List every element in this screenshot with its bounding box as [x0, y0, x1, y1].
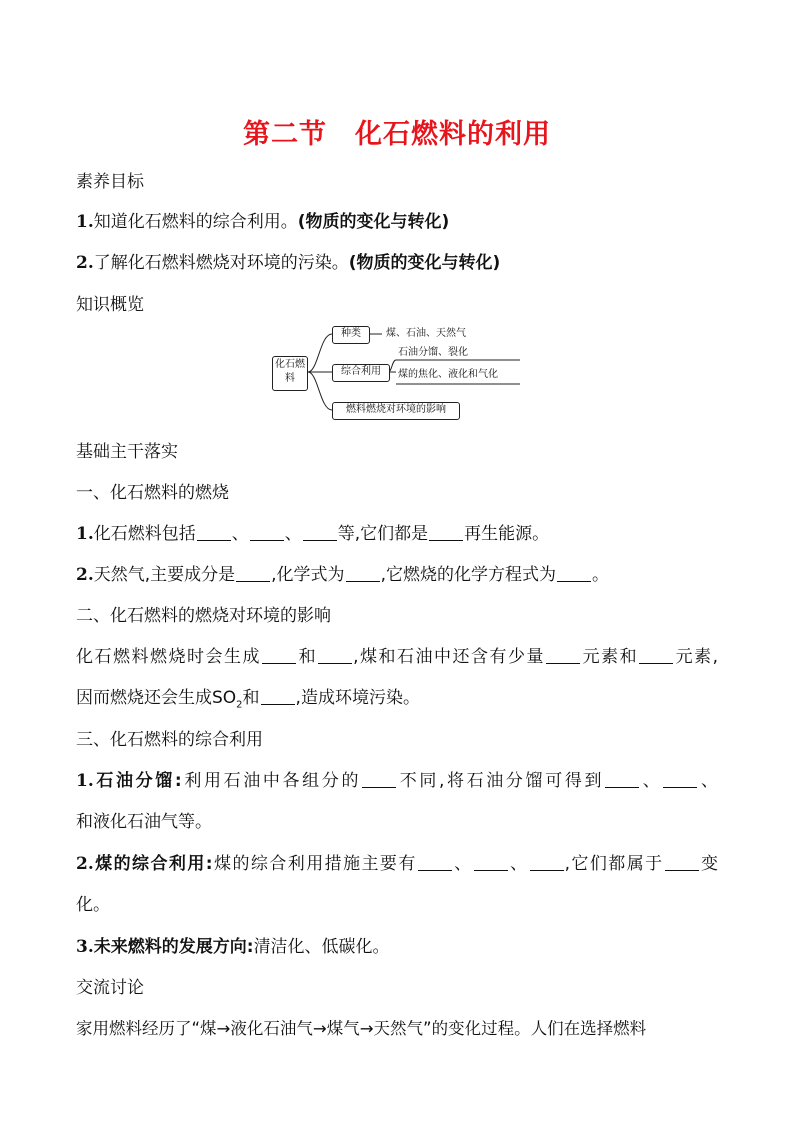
item-label: 石油分馏:	[93, 771, 182, 791]
fill-blank[interactable]	[429, 524, 463, 541]
goal-text: 了解化石燃料燃烧对环境的污染。	[93, 253, 349, 273]
goal-tag: (物质的变化与转化)	[348, 253, 501, 273]
text-segment: 和	[242, 688, 260, 708]
text-segment: 再生能源。	[464, 524, 550, 544]
goal-num: 1.	[76, 212, 94, 232]
section-3-item-2-cont: 化。	[76, 895, 110, 915]
text-segment: 不同,将石油分馏可得到	[397, 771, 605, 791]
section-2-line-2	[76, 686, 420, 717]
section-3-item-2	[76, 852, 718, 876]
section-3-item-1	[76, 769, 718, 793]
map-branch-kinds: 种类	[332, 326, 370, 344]
text-segment: 清洁化、低碳化。	[253, 937, 390, 957]
item-num: 1.	[76, 771, 94, 791]
item-label: 煤的综合利用:	[93, 854, 213, 874]
fill-blank[interactable]	[663, 771, 697, 788]
text-segment: 变	[699, 854, 719, 874]
text-segment: 利用石油中各组分的	[181, 771, 362, 791]
text-segment: 和	[297, 647, 318, 667]
section-3-title: 三、化石燃料的综合利用	[76, 730, 263, 750]
fill-blank[interactable]	[362, 771, 396, 788]
section-2-title: 二、化石燃料的燃烧对环境的影响	[76, 606, 331, 626]
text-segment: ,化学式为	[271, 565, 345, 585]
item-num: 1.	[76, 524, 94, 544]
item-label: 未来燃料的发展方向:	[93, 937, 254, 957]
map-branch-use: 综合利用	[332, 364, 390, 382]
fill-blank[interactable]	[639, 647, 673, 664]
text-segment: 元素和	[581, 647, 639, 667]
goal-tag: (物质的变化与转化)	[297, 212, 450, 232]
fill-blank[interactable]	[346, 565, 380, 582]
section-3-item-1-cont: 和液化石油气等。	[76, 812, 212, 832]
fill-blank[interactable]	[665, 854, 699, 871]
discussion-heading: 交流讨论	[76, 978, 144, 998]
page-title: 第二节 化石燃料的利用	[243, 119, 551, 150]
text-segment: 化石燃料燃烧时会生成	[76, 647, 262, 667]
fill-blank[interactable]	[546, 647, 580, 664]
section-1-item-1	[76, 522, 549, 546]
goal-item-2	[76, 251, 500, 275]
map-use-item-1: 石油分馏、裂化	[398, 347, 468, 358]
fill-blank[interactable]	[250, 524, 284, 541]
goal-text: 知道化石燃料的综合利用。	[93, 212, 298, 232]
text-segment: 等,它们都是	[337, 524, 429, 544]
text-segment: 。	[591, 565, 609, 585]
text-segment: 、	[508, 854, 529, 874]
section-2-line-1	[76, 645, 718, 669]
fill-blank[interactable]	[474, 854, 508, 871]
text-segment: ,它们都属于	[564, 854, 664, 874]
text-segment: ,它燃烧的化学方程式为	[380, 565, 556, 585]
fill-blank[interactable]	[261, 688, 295, 705]
fill-blank[interactable]	[557, 565, 591, 582]
text-segment: 、	[698, 771, 719, 791]
text-segment: 、	[231, 524, 249, 544]
fill-blank[interactable]	[262, 647, 296, 664]
fill-blank[interactable]	[605, 771, 639, 788]
knowledge-map	[270, 322, 530, 424]
fill-blank[interactable]	[236, 565, 270, 582]
text-segment: ,造成环境污染。	[295, 688, 420, 708]
text-segment: 化石燃料包括	[93, 524, 196, 544]
basics-heading: 基础主干落实	[76, 442, 178, 462]
map-kinds-text: 煤、石油、天然气	[386, 328, 466, 339]
fill-blank[interactable]	[418, 854, 452, 871]
item-num: 2.	[76, 565, 94, 585]
overview-heading: 知识概览	[76, 295, 144, 315]
discussion-text: 家用燃料经历了“煤→液化石油气→煤气→天然气”的变化过程。人们在选择燃料	[76, 1019, 647, 1038]
fill-blank[interactable]	[318, 647, 352, 664]
goal-item-1	[76, 210, 449, 234]
text-segment: 元素,	[674, 647, 719, 667]
text-segment: 、	[640, 771, 663, 791]
goal-num: 2.	[76, 253, 94, 273]
item-num: 2.	[76, 854, 94, 874]
text-segment: 、	[452, 854, 473, 874]
goals-heading: 素养目标	[76, 172, 144, 192]
text-segment: 煤的综合利用措施主要有	[212, 854, 417, 874]
fill-blank[interactable]	[303, 524, 337, 541]
text-segment: 因而燃烧还会生成SO	[76, 688, 237, 708]
fill-blank[interactable]	[197, 524, 231, 541]
text-segment: 、	[284, 524, 302, 544]
text-segment: 天然气,主要成分是	[93, 565, 236, 585]
section-1-title: 一、化石燃料的燃烧	[76, 483, 229, 503]
section-1-item-2	[76, 563, 609, 587]
fill-blank[interactable]	[530, 854, 564, 871]
map-root: 化石燃料	[272, 356, 308, 391]
text-segment: ,煤和石油中还含有少量	[353, 647, 546, 667]
section-3-item-3	[76, 935, 390, 959]
map-use-item-2: 煤的焦化、液化和气化	[398, 369, 498, 380]
item-num: 3.	[76, 937, 94, 957]
subscript: 2	[236, 699, 243, 711]
map-branch-env: 燃料燃烧对环境的影响	[332, 402, 460, 420]
